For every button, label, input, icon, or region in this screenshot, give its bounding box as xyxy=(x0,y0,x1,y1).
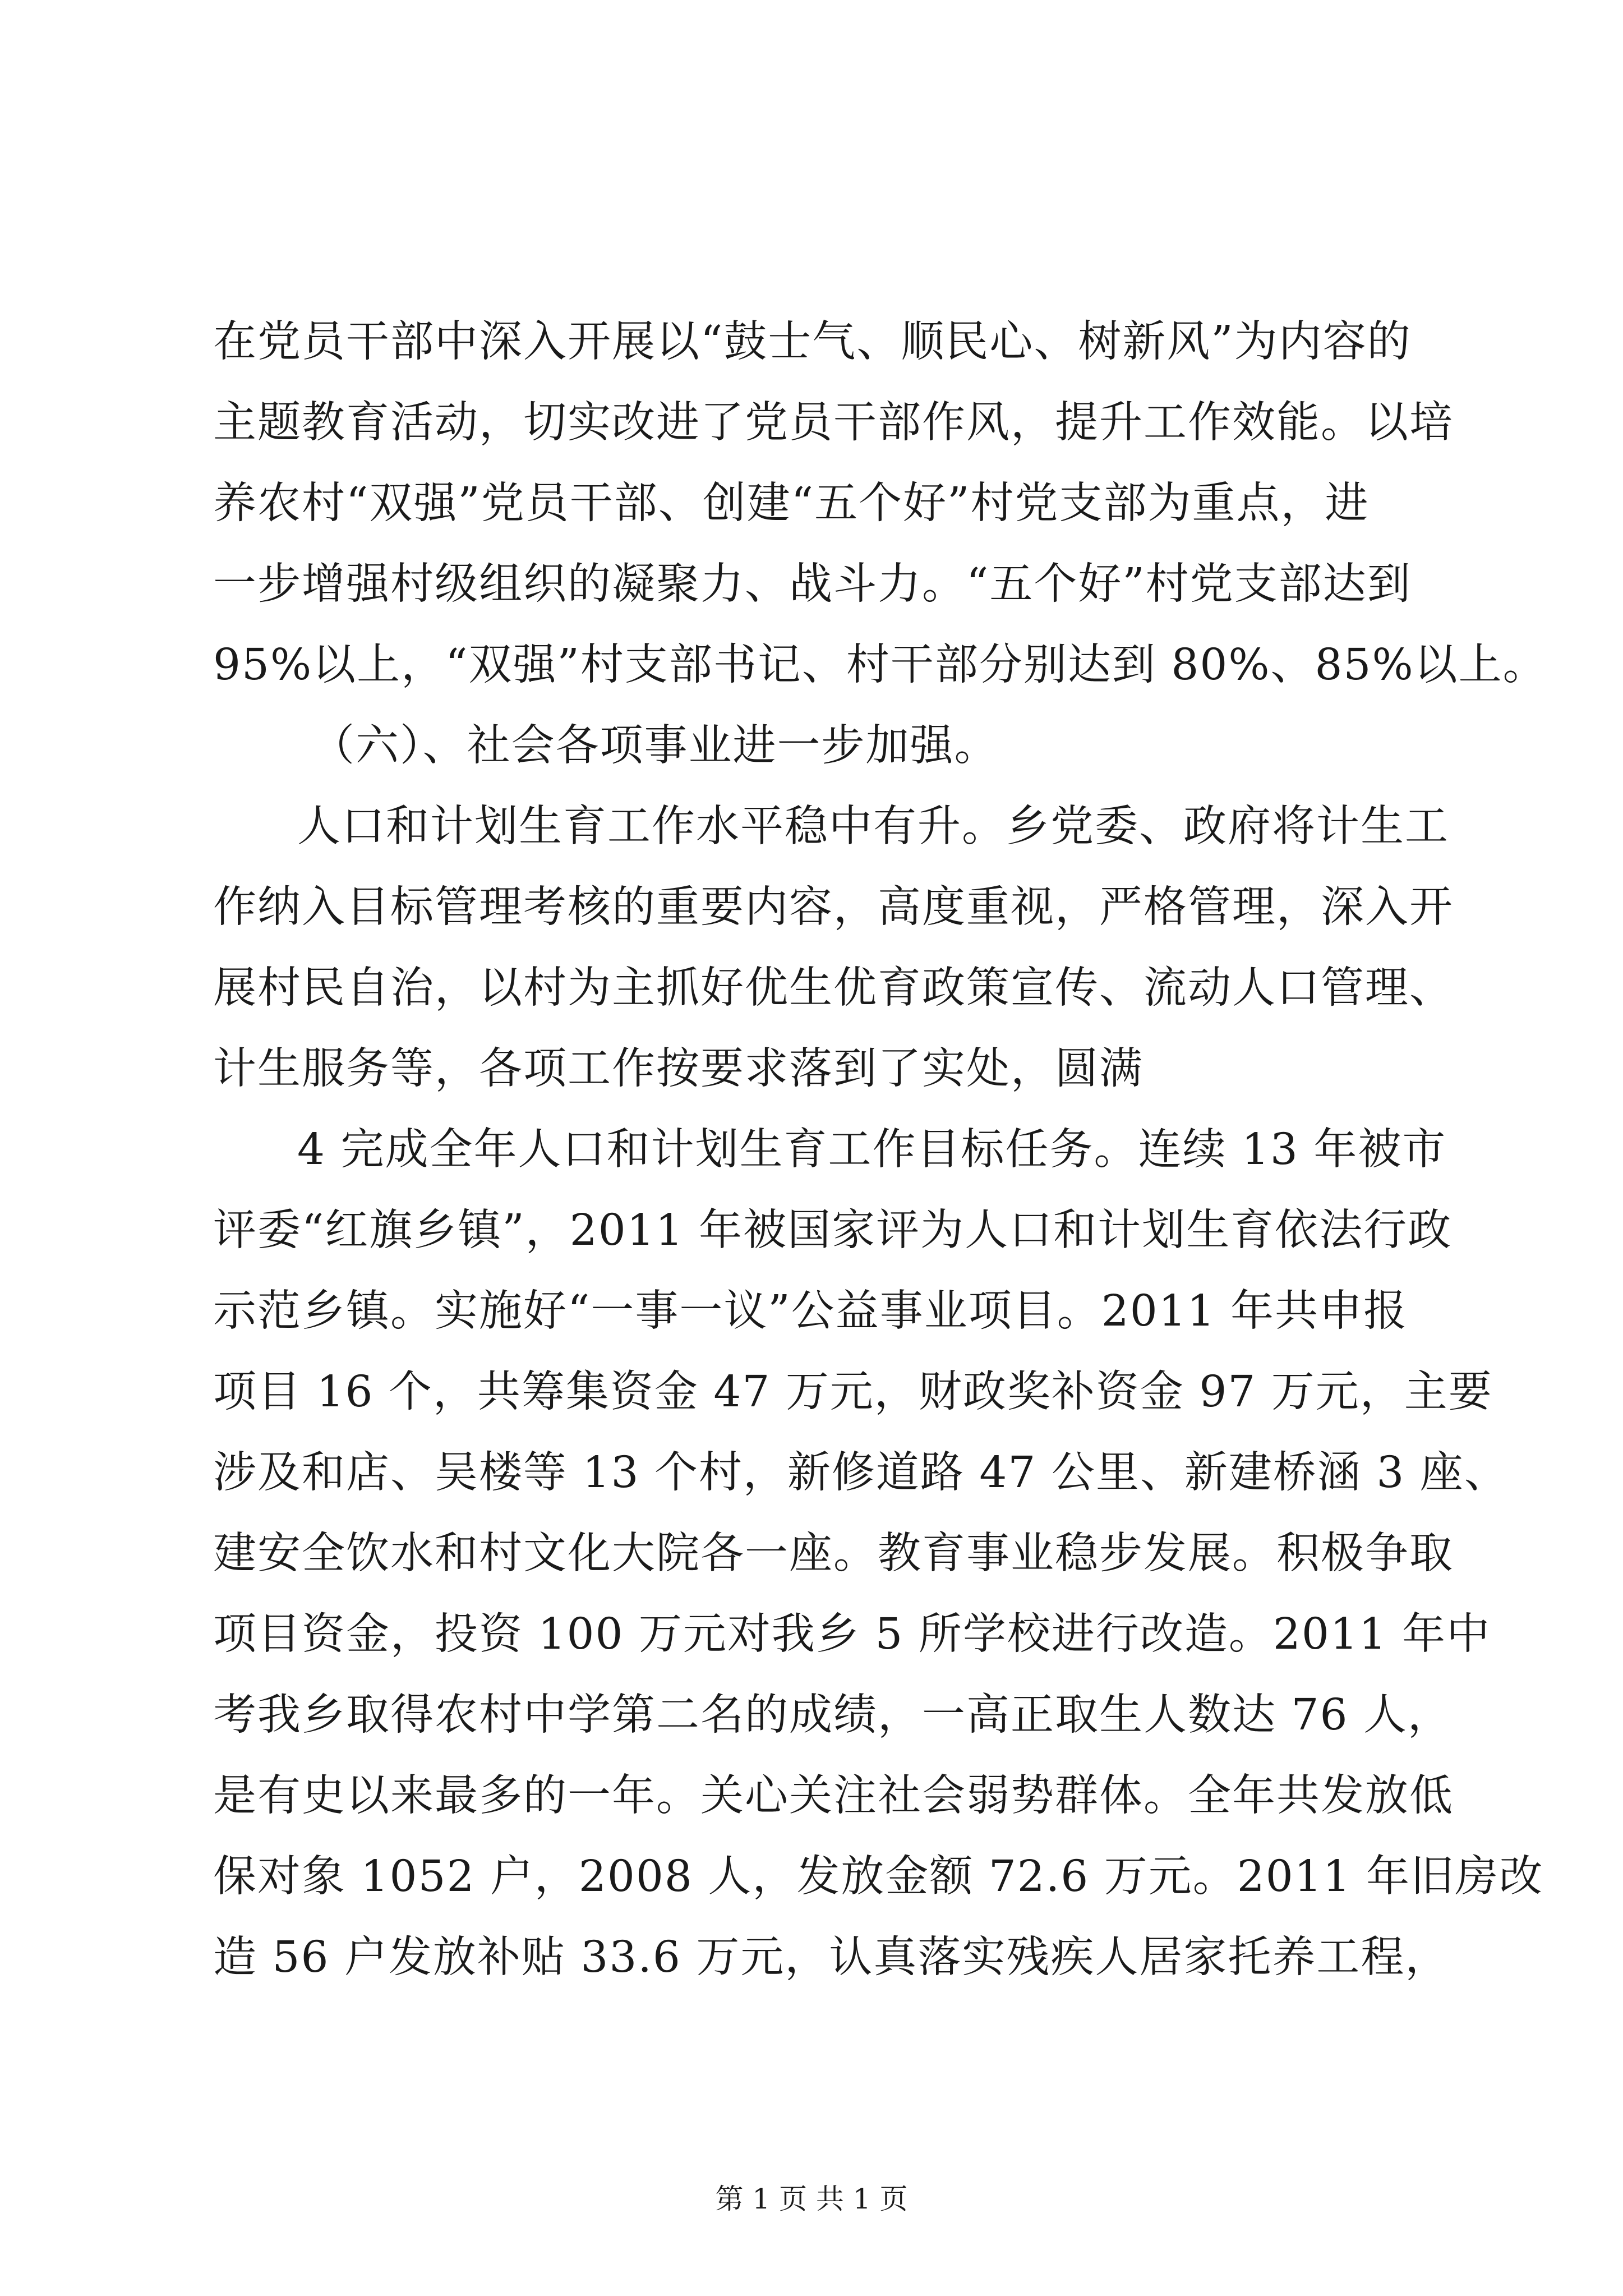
body-line-19: 是有史以来最多的一年。关心关注社会弱势群体。全年共发放低 xyxy=(213,1771,1454,1821)
body-line-16: 建安全饮水和村文化大院各一座。教育事业稳步发展。积极争取 xyxy=(213,1529,1454,1579)
body-line-4: 一步增强村级组织的凝聚力、战斗力。“五个好”村党支部达到 xyxy=(213,559,1412,609)
section-heading: （六）、社会各项事业进一步加强。 xyxy=(311,721,999,771)
body-line-21: 造 56 户发放补贴 33.6 万元，认真落实残疾人居家托养工程， xyxy=(213,1932,1450,1982)
body-line-1: 在党员干部中深入开展以“鼓士气、顺民心、树新风”为内容的 xyxy=(213,317,1412,367)
body-line-14: 项目 16 个，共筹集资金 47 万元，财政奖补资金 97 万元，主要 xyxy=(213,1367,1493,1417)
body-line-13: 示范乡镇。实施好“一事一议”公益事业项目。2011 年共申报 xyxy=(213,1286,1408,1336)
body-line-5: 95%以上，“双强”村支部书记、村干部分别达到 80%、85%以上。 xyxy=(213,640,1547,690)
body-line-12: 评委“红旗乡镇”，2011 年被国家评为人口和计划生育依法行政 xyxy=(213,1205,1453,1255)
body-line-20: 保对象 1052 户，2008 人，发放金额 72.6 万元。2011 年旧房改 xyxy=(213,1852,1544,1902)
body-line-2: 主题教育活动，切实改进了党员干部作风，提升工作效能。以培 xyxy=(213,398,1454,448)
body-line-10: 计生服务等，各项工作按要求落到了实处，圆满 xyxy=(213,1044,1144,1094)
page-footer: 第 1 页 共 1 页 xyxy=(715,2183,908,2215)
body-line-8: 作纳入目标管理考核的重要内容，高度重视，严格管理，深入开 xyxy=(213,882,1454,932)
body-line-3: 养农村“双强”党员干部、创建“五个好”村党支部为重点，进 xyxy=(213,478,1370,528)
body-line-9: 展村民自治，以村为主抓好优生优育政策宣传、流动人口管理、 xyxy=(213,963,1454,1013)
body-line-7: 人口和计划生育工作水平稳中有升。乡党委、政府将计生工 xyxy=(297,802,1449,852)
body-line-15: 涉及和店、吴楼等 13 个村，新修道路 47 公里、新建桥涵 3 座、 xyxy=(213,1448,1509,1498)
body-line-11: 4 完成全年人口和计划生育工作目标任务。连续 13 年被市 xyxy=(297,1125,1447,1175)
body-line-18: 考我乡取得农村中学第二名的成绩，一高正取生人数达 76 人， xyxy=(213,1690,1452,1740)
body-line-17: 项目资金，投资 100 万元对我乡 5 所学校进行改造。2011 年中 xyxy=(213,1609,1491,1659)
